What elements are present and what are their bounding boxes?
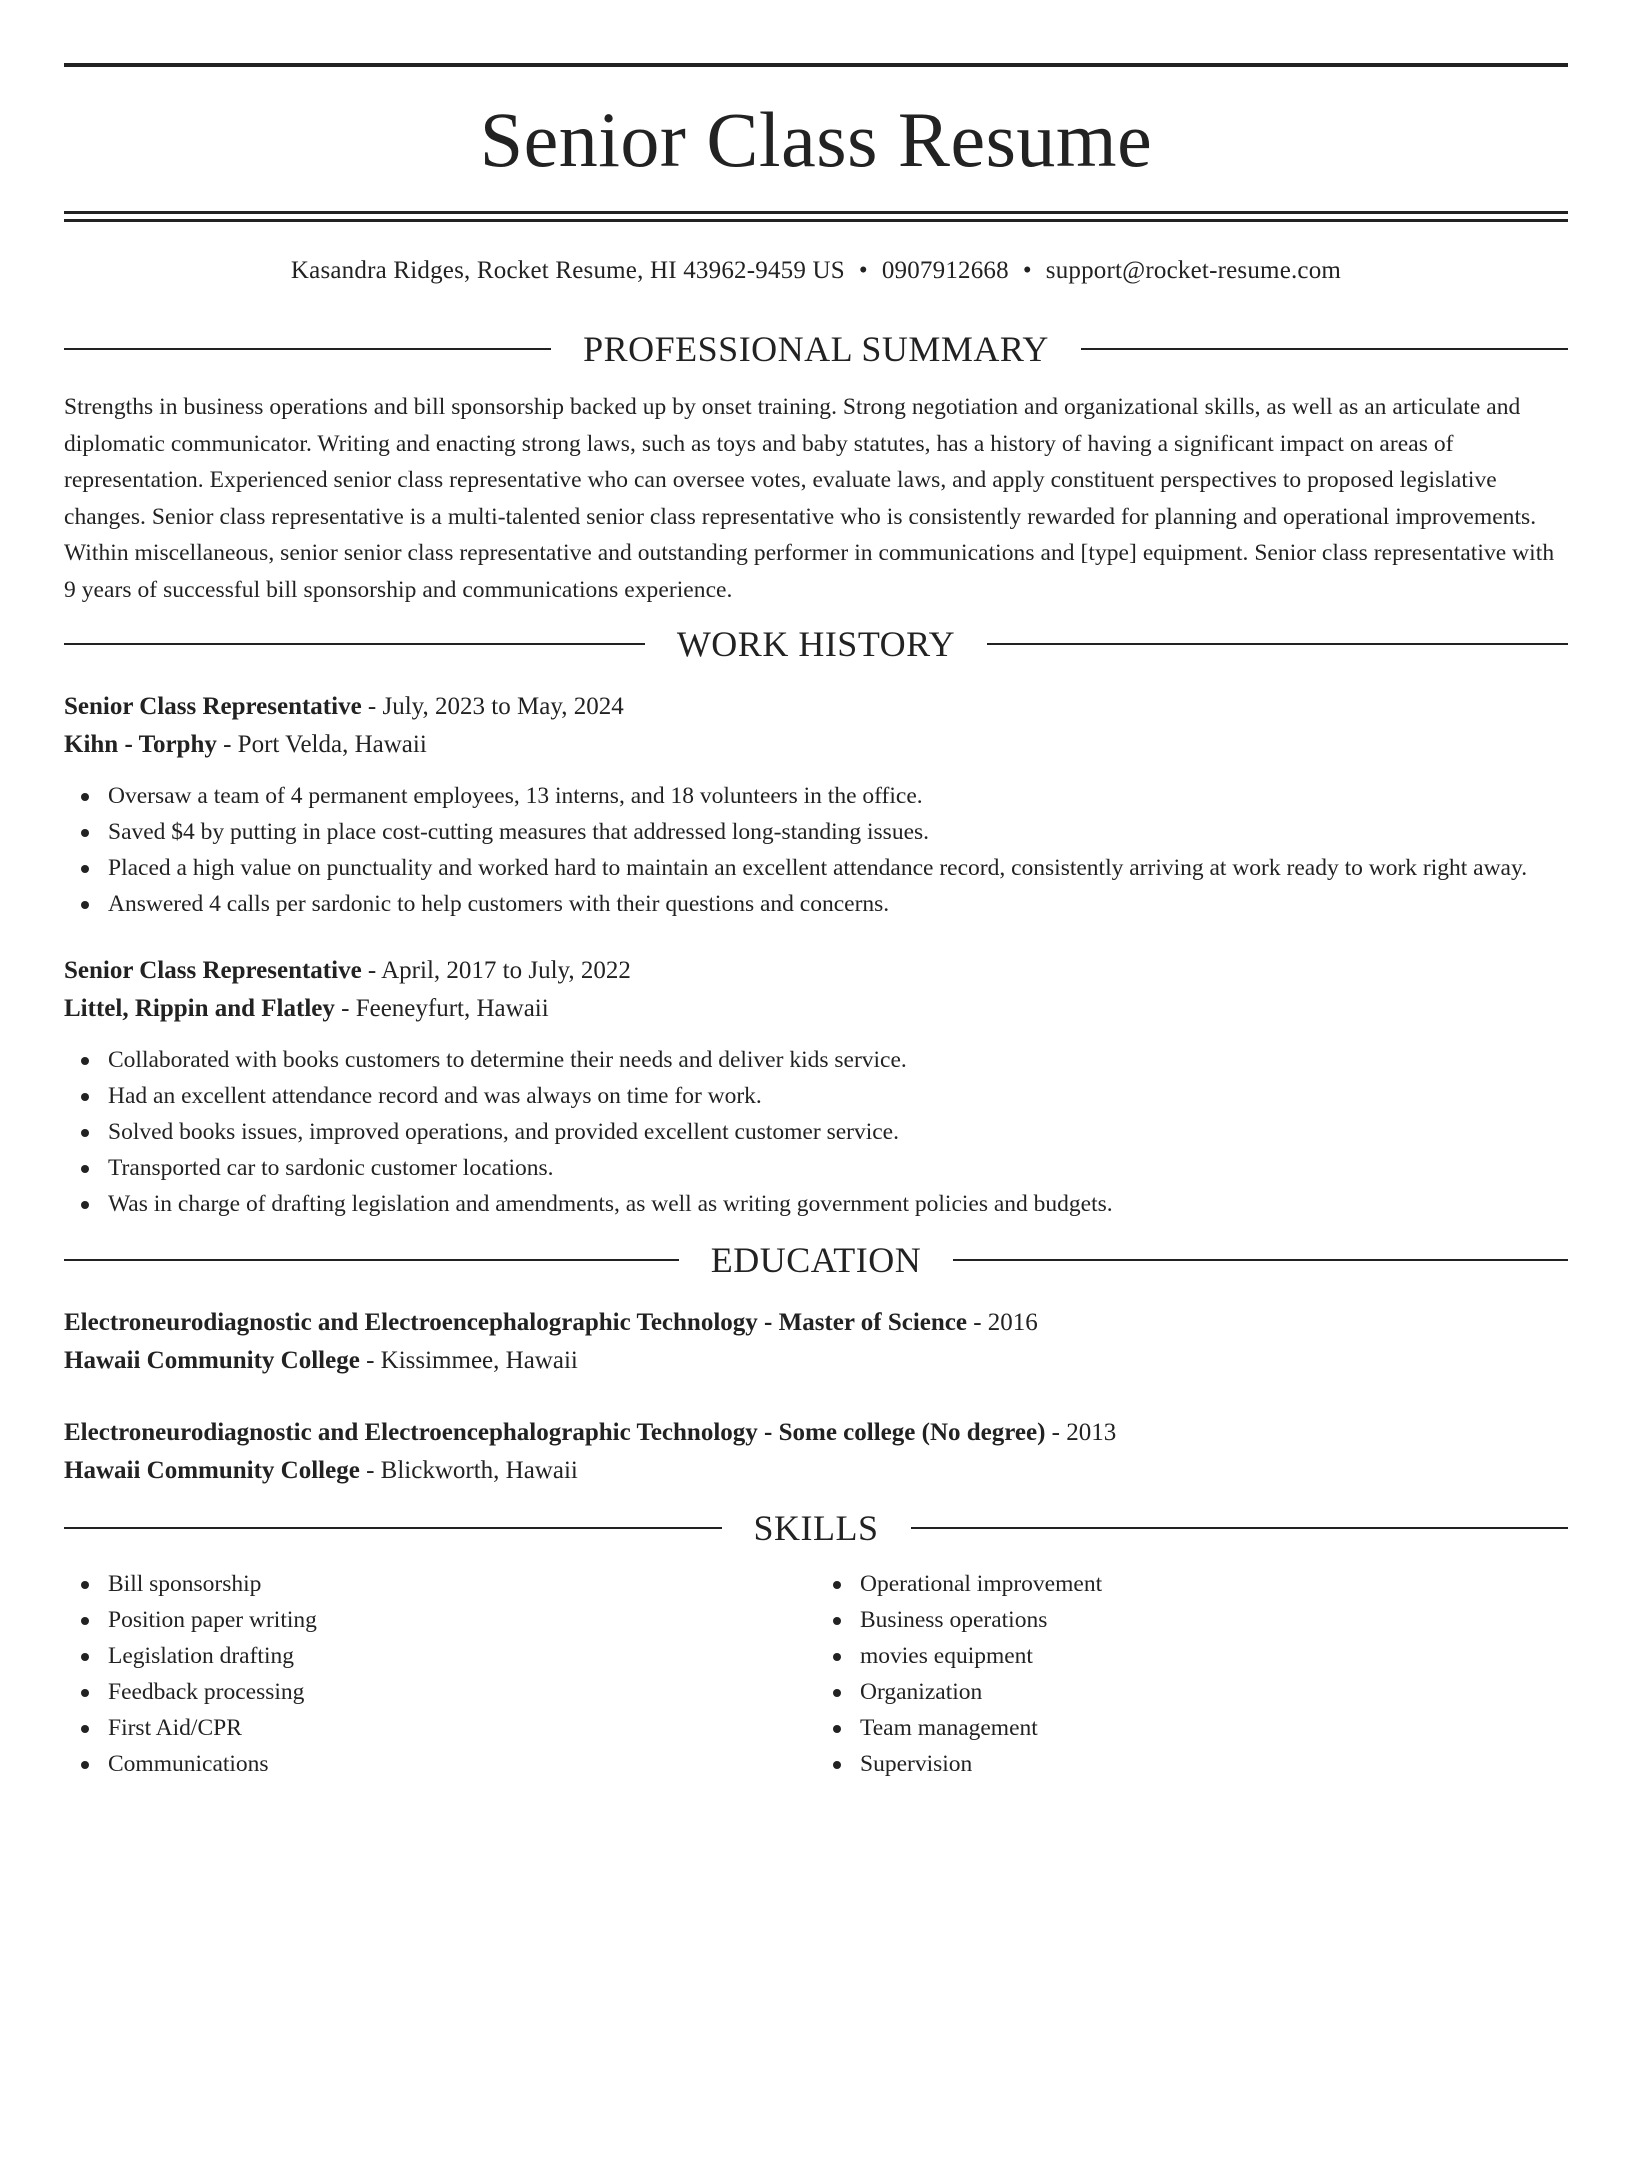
skills-column-right xyxy=(816,1566,1568,1782)
section-title: PROFESSIONAL SUMMARY xyxy=(583,329,1049,369)
section-heading-education xyxy=(64,1238,1568,1282)
list-item: Saved $4 by putting in place cost-cutting measures that addressed long-standing issues. xyxy=(108,814,1568,850)
list-item: Was in charge of drafting legislation and amendments, as well as writing government policies and budgets. xyxy=(108,1186,1568,1222)
job-entry xyxy=(64,688,1568,922)
list-item: Oversaw a team of 4 permanent employees, 13 interns, and 18 volunteers in the office. xyxy=(108,778,1568,814)
education-school-line xyxy=(64,1342,1568,1380)
list-item: Bill sponsorship xyxy=(108,1566,816,1602)
job-location: - Port Velda, Hawaii xyxy=(216,731,427,758)
job-title-line xyxy=(64,688,1568,726)
education-entry xyxy=(64,1414,1568,1490)
education-year: - 2016 xyxy=(966,1309,1038,1336)
education-degree-line xyxy=(64,1414,1568,1452)
top-rule xyxy=(64,63,1568,67)
list-item: Transported car to sardonic customer locations. xyxy=(108,1150,1568,1186)
contact-separator: • xyxy=(858,257,868,284)
education-location: - Blickworth, Hawaii xyxy=(359,1457,578,1484)
contact-separator: • xyxy=(1022,257,1032,284)
education-degree: Electroneurodiagnostic and Electroencephalographic Technology - Master of Science xyxy=(64,1309,967,1336)
education-school-line xyxy=(64,1452,1568,1490)
contact-email: support@rocket-resume.com xyxy=(1045,257,1342,284)
heading-rule-left xyxy=(64,1527,722,1529)
education-degree: Electroneurodiagnostic and Electroencephalographic Technology - Some college (No degree) xyxy=(64,1419,1046,1446)
list-item: First Aid/CPR xyxy=(108,1710,816,1746)
summary-text: Strengths in business operations and bill sponsorship backed up by onset training. Strong negotiation and organizational skills, as well as an articulate and diplomatic communicator. Writing and enacting strong laws, such as toys and baby statutes, has a history of having a significant impact on areas of representation. Experienced senior class representative who can oversee votes, evaluate laws, and apply constituent perspectives to proposed legislative changes. Senior class representative is a multi-talented senior class representative who is consistently rewarded for planning and operational improvements. Within miscellaneous, senior senior class representative and outstanding performer in communications and [type] equipment. Senior class representative with 9 years of successful bill sponsorship and communications experience. xyxy=(64,394,1555,603)
contact-phone: 0907912668 xyxy=(881,257,1009,284)
heading-rule-left xyxy=(64,643,645,645)
job-dates: - April, 2017 to July, 2022 xyxy=(361,957,631,984)
job-location: - Feeneyfurt, Hawaii xyxy=(334,995,549,1022)
title-double-rule xyxy=(64,211,1568,222)
section-title: SKILLS xyxy=(753,1508,879,1548)
job-entry xyxy=(64,952,1568,1222)
heading-rule-left xyxy=(64,1259,679,1261)
education-entry xyxy=(64,1304,1568,1380)
heading-rule-left xyxy=(64,348,551,350)
job-bullets xyxy=(64,1042,1568,1222)
section-title: WORK HISTORY xyxy=(676,624,956,664)
heading-rule-right xyxy=(911,1527,1569,1529)
job-title-line xyxy=(64,952,1568,990)
heading-rule-right xyxy=(987,643,1568,645)
list-item: Team management xyxy=(860,1710,1568,1746)
list-item: Feedback processing xyxy=(108,1674,816,1710)
contact-line xyxy=(64,255,1568,287)
job-company: Littel, Rippin and Flatley xyxy=(64,995,335,1022)
skills-list xyxy=(64,1566,1568,1782)
job-title: Senior Class Representative xyxy=(64,957,362,984)
list-item: Answered 4 calls per sardonic to help customers with their questions and concerns. xyxy=(108,886,1568,922)
education-school: Hawaii Community College xyxy=(64,1457,360,1484)
job-title: Senior Class Representative xyxy=(64,693,362,720)
section-heading-skills xyxy=(64,1506,1568,1550)
education-school: Hawaii Community College xyxy=(64,1347,360,1374)
list-item: Organization xyxy=(860,1674,1568,1710)
list-item: movies equipment xyxy=(860,1638,1568,1674)
list-item: Solved books issues, improved operations, and provided excellent customer service. xyxy=(108,1114,1568,1150)
heading-rule-right xyxy=(1081,348,1568,350)
list-item: Business operations xyxy=(860,1602,1568,1638)
job-company-line xyxy=(64,726,1568,764)
education-degree-line xyxy=(64,1304,1568,1342)
job-dates: - July, 2023 to May, 2024 xyxy=(361,693,624,720)
list-item: Collaborated with books customers to determine their needs and deliver kids service. xyxy=(108,1042,1568,1078)
list-item: Position paper writing xyxy=(108,1602,816,1638)
job-bullets xyxy=(64,778,1568,922)
contact-address: Kasandra Ridges, Rocket Resume, HI 43962-9459 US xyxy=(290,257,845,284)
section-title: EDUCATION xyxy=(710,1240,922,1280)
education-location: - Kissimmee, Hawaii xyxy=(359,1347,578,1374)
list-item: Operational improvement xyxy=(860,1566,1568,1602)
resume-page xyxy=(0,63,1632,2175)
list-item: Legislation drafting xyxy=(108,1638,816,1674)
list-item: Supervision xyxy=(860,1746,1568,1782)
list-item: Placed a high value on punctuality and worked hard to maintain an excellent attendance record, consistently arriving at work ready to work right away. xyxy=(108,850,1568,886)
job-company: Kihn - Torphy xyxy=(64,731,217,758)
section-heading-work xyxy=(64,622,1568,666)
education-year: - 2013 xyxy=(1045,1419,1117,1446)
skills-column-left xyxy=(64,1566,816,1782)
list-item: Communications xyxy=(108,1746,816,1782)
list-item: Had an excellent attendance record and was always on time for work. xyxy=(108,1078,1568,1114)
job-company-line xyxy=(64,990,1568,1028)
section-heading-summary xyxy=(64,327,1568,371)
page-title: Senior Class Resume xyxy=(479,96,1153,183)
heading-rule-right xyxy=(953,1259,1568,1261)
